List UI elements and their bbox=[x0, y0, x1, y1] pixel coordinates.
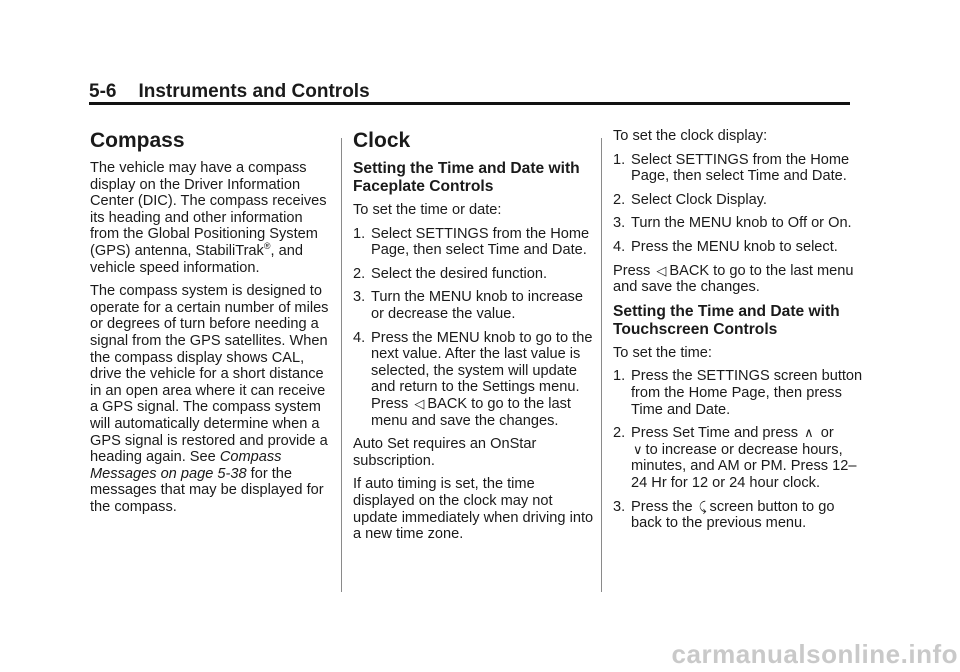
list-item bbox=[613, 499, 863, 532]
autoset-note: Auto Set requires an OnStar subscription. bbox=[353, 436, 537, 469]
faceplate-heading: Setting the Time and Date with Faceplate Controls bbox=[353, 160, 580, 195]
back-icon: ◁ bbox=[414, 395, 425, 411]
up-arrow-icon: ∧ bbox=[804, 425, 814, 441]
note-text: Press bbox=[613, 262, 655, 279]
step-text: Turn the MENU knob to increase or decrease the value. bbox=[371, 289, 583, 322]
compass-paragraph-2 bbox=[90, 283, 334, 515]
step-text: Press the MENU knob to select. bbox=[631, 238, 838, 255]
display-steps bbox=[613, 152, 863, 256]
touchscreen-intro: To set the time: bbox=[613, 344, 712, 361]
display-back-note bbox=[613, 263, 863, 296]
chapter-title: Instruments and Controls bbox=[138, 81, 370, 102]
compass-text: The compass system is designed to operate for a certain number of miles or degrees of turn before needing a signal from the GPS satellites. When the compass display shows CAL, drive the vehicle for a short distance in an open area where it can receive a GPS signal. The compass system will automatically determine when a GPS signal is restored and provide a heading again. See bbox=[90, 283, 329, 466]
step-number: 2. bbox=[613, 191, 626, 208]
touchscreen-heading: Setting the Time and Date with Touchscreen Controls bbox=[613, 302, 840, 338]
list-item bbox=[613, 368, 863, 418]
step-number: 2. bbox=[613, 425, 626, 442]
compass-text: The vehicle may have a compass display on the Driver Information Center (DIC). The compass receives its heading and other information from the Global Positioning System (GPS) antenna, StabiliTrak bbox=[90, 160, 327, 259]
back-icon: ◁ bbox=[656, 262, 667, 278]
display-intro: To set the clock display: bbox=[613, 128, 768, 144]
list-item bbox=[353, 266, 595, 283]
step-number: 1. bbox=[353, 225, 366, 242]
header-rule bbox=[89, 102, 850, 105]
touchscreen-steps bbox=[613, 368, 863, 531]
step-number: 3. bbox=[353, 289, 366, 306]
step-text: Press the MENU knob to go to the next value. After the last value is selected, the system will update and return to the Settings menu. Press bbox=[371, 329, 593, 412]
compass-text: , and vehicle speed information. bbox=[90, 242, 303, 276]
column-compass bbox=[90, 128, 334, 522]
step-text: Press the bbox=[631, 498, 697, 515]
clock-heading: Clock bbox=[353, 129, 411, 152]
list-item bbox=[613, 152, 863, 185]
list-item bbox=[353, 226, 595, 259]
step-text: or bbox=[820, 425, 834, 442]
faceplate-steps bbox=[353, 226, 595, 430]
registered-mark: ® bbox=[263, 241, 271, 252]
column-clock bbox=[353, 128, 595, 550]
column-divider bbox=[341, 138, 342, 592]
step-text: Turn the MENU knob to Off or On. bbox=[631, 215, 852, 232]
step-number: 2. bbox=[353, 265, 366, 282]
column-divider bbox=[601, 138, 602, 592]
compass-text: for the messages that may be displayed for the compass. bbox=[90, 465, 324, 515]
list-item bbox=[353, 330, 595, 430]
step-text: Press the SETTINGS screen button from the Home Page, then press Time and Date. bbox=[631, 368, 863, 418]
chapter-number: 5-6 bbox=[89, 81, 117, 102]
list-item bbox=[613, 239, 863, 256]
list-item bbox=[353, 289, 595, 322]
list-item bbox=[613, 192, 863, 209]
step-number: 1. bbox=[613, 368, 626, 385]
step-number: 3. bbox=[613, 498, 626, 515]
page-header bbox=[89, 80, 849, 104]
watermark: carmanualsonline.info bbox=[671, 639, 958, 669]
step-number: 4. bbox=[353, 329, 366, 346]
list-item bbox=[613, 425, 863, 491]
step-text: Select the desired function. bbox=[371, 265, 548, 282]
step-text: Press Set Time and press bbox=[631, 425, 803, 442]
return-icon: ⤹ bbox=[698, 498, 707, 514]
step-number: 3. bbox=[613, 215, 626, 232]
compass-paragraph-1 bbox=[90, 160, 334, 276]
note-text: BACK to go to the last menu and save the changes. bbox=[613, 262, 854, 296]
step-number: 4. bbox=[613, 238, 626, 255]
column-clock-display bbox=[613, 128, 863, 539]
compass-heading: Compass bbox=[90, 129, 185, 152]
list-item bbox=[613, 215, 863, 232]
step-text: to increase or decrease hours, minutes, and AM or PM. Press 12–24 Hr for 12 or 24 hour clock. bbox=[631, 441, 857, 491]
down-arrow-icon: ∨ bbox=[633, 441, 643, 457]
step-text: Select SETTINGS from the Home Page, then select Time and Date. bbox=[371, 225, 590, 259]
compass-messages-link[interactable]: Compass Messages on page 5-38 bbox=[90, 449, 282, 482]
faceplate-intro: To set the time or date: bbox=[353, 202, 502, 218]
autotiming-note: If auto timing is set, the time displayed on the clock may not update immediately when driving into a new time zone. bbox=[353, 476, 594, 543]
step-text: Select Clock Display. bbox=[631, 191, 767, 208]
step-number: 1. bbox=[613, 151, 626, 168]
step-text: BACK to go to the last menu and save the changes. bbox=[371, 395, 571, 429]
step-text: screen button to go back to the previous menu. bbox=[631, 498, 835, 532]
step-text: Select SETTINGS from the Home Page, then select Time and Date. bbox=[631, 151, 850, 185]
